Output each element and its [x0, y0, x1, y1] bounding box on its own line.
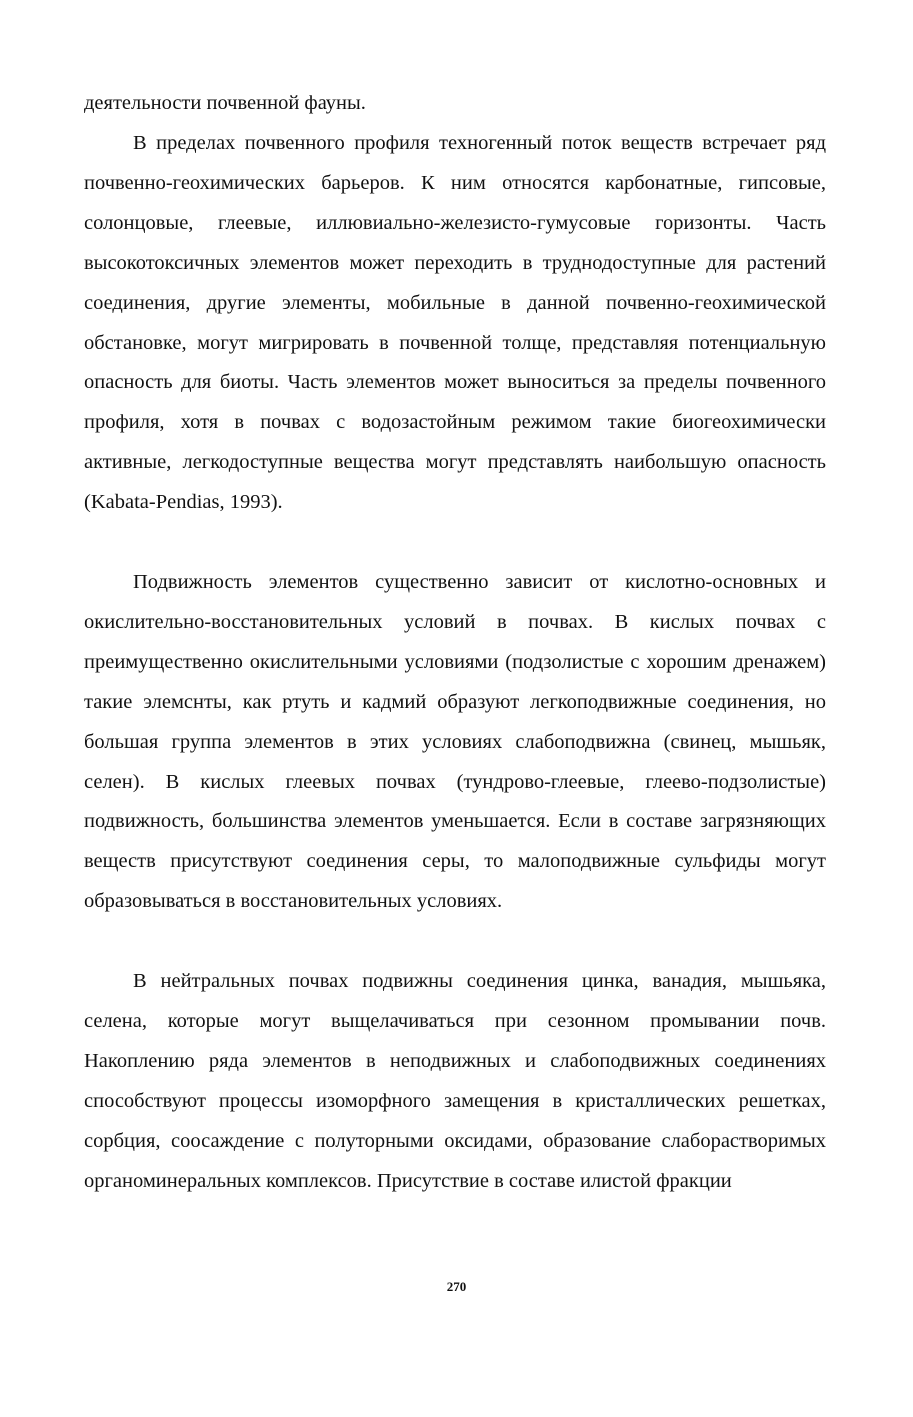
paragraph-neutral-soils: В нейтральных почвах подвижны соединения цинка, ванадия, мышьяка, селена, которые могут выщелачиваться при сезонном промывании почв. Накоплению ряда элементов в неподвижных и слабоподвижных соединениях способствуют процессы изоморфного замещения в кристаллических решетках, сорбция, соосаждение с полуторными оксидами, образование слаборастворимых органоминеральных комплексов. Присутствие в составе илистой фракции — [84, 970, 826, 1192]
paragraph-geochemical-barriers: В пределах почвенного профиля техногенный поток веществ встречает ряд почвенно-геохимических барьеров. К ним относятся карбонатные, гипсовые, солонцовые, глеевые, иллювиально-железисто-гумусовые горизонты. Часть высокотоксичных элементов может переходить в труднодоступные для растений соединения, другие элементы, мобильные в данной почвенно-геохимической обстановке, могут мигрировать в почвенной толще, представляя потенциальную опасность для биоты. Часть элементов может выноситься за пределы почвенного профиля, хотя в почвах с водозастойным режимом такие биогеохимически активные, легкодоступные вещества могут представлять наибольшую опасность (Kabata-Pendias, 1993). — [84, 132, 826, 514]
paragraph-continuation: деятельности почвенной фауны. — [84, 92, 366, 114]
paragraph-element-mobility: Подвижность элементов существенно зависит от кислотно-основных и окислительно-восстановительных условий в почвах. В кислых почвах с преимущественно окислительными условиями (подзолистые с хорошим дренажем) такие элемснты, как ртуть и кадмий образуют легкоподвижные соединения, но большая группа элементов в этих условиях слабоподвижна (свинец, мышьяк, селен). В кислых глеевых почвах (тундрово-глеевые, глеево-подзолистые) подвижность, большинства элементов уменьшается. Если в составе загрязняющих веществ присутствуют соединения серы, то малоподвижные сульфиды могут образовываться в восстановительных условиях. — [84, 571, 826, 913]
page-number: 270 — [446, 1279, 467, 1294]
